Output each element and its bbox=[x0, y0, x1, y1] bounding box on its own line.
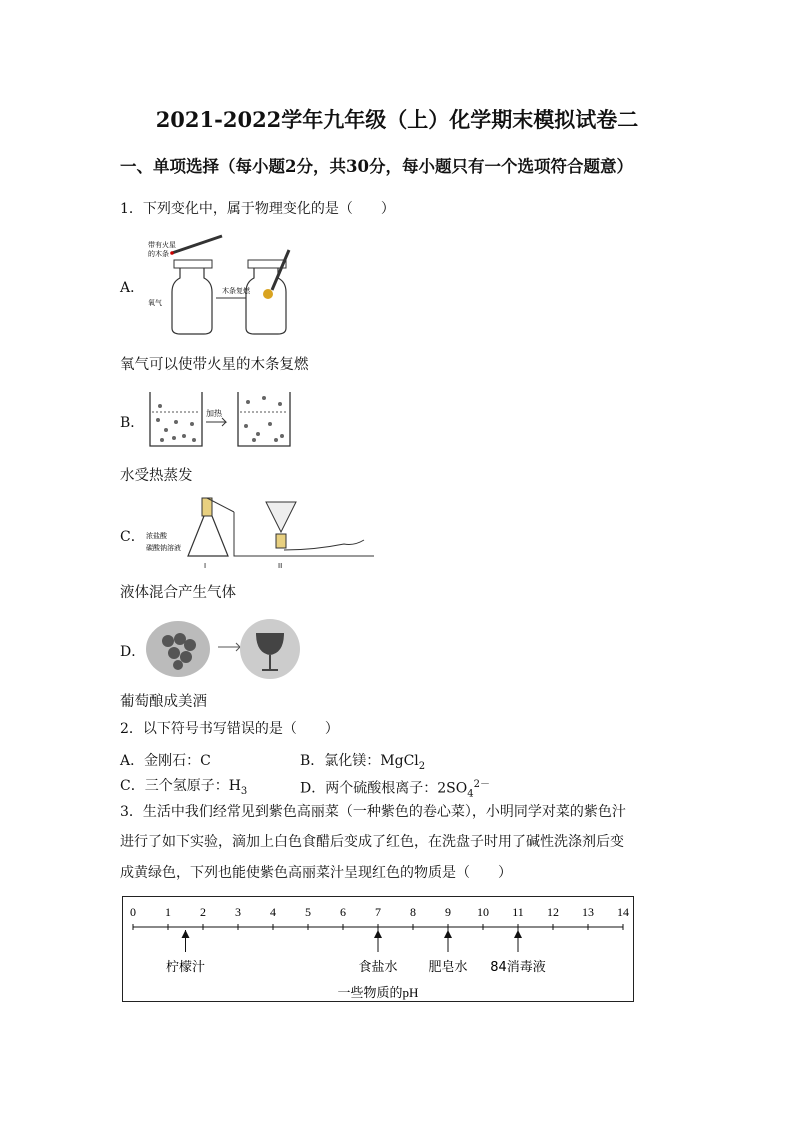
page-title: 2021-2022学年九年级（上）化学期末模拟试卷二 bbox=[155, 107, 639, 132]
ph-chart-frame bbox=[122, 896, 634, 1002]
stopper-2 bbox=[276, 534, 286, 548]
arrow-b bbox=[206, 418, 226, 426]
ph-marker-arrowhead-3 bbox=[514, 930, 522, 938]
oxygen-splint-figure bbox=[144, 228, 304, 340]
splint-left bbox=[172, 236, 222, 253]
question-3-line-1: 3．生活中我们经常见到紫色高丽菜（一种紫色的卷心菜），小明同学对菜的紫色汁 bbox=[120, 804, 626, 820]
ph-tick-label-13: 13 bbox=[582, 905, 594, 919]
ph-marker-arrowhead-1 bbox=[374, 930, 382, 938]
ph-marker-arrowhead-2 bbox=[444, 930, 452, 938]
flame bbox=[263, 289, 273, 299]
ph-marker-label-3: 84消毒液 bbox=[490, 960, 546, 975]
q2-option-d: D．两个硫酸根离子：$2SO_4^{2-}$ bbox=[300, 779, 490, 800]
arrow-d bbox=[218, 643, 240, 651]
option-b-caption: 水受热蒸发 bbox=[120, 468, 193, 484]
section-heading: 一、单项选择（每小题2分，共30分，每小题只有一个选项符合题意） bbox=[120, 157, 633, 176]
bottle-right bbox=[246, 268, 286, 334]
ph-tick-label-6: 6 bbox=[340, 905, 346, 919]
ph-tick-label-1: 1 bbox=[165, 905, 171, 919]
ph-tick-label-10: 10 bbox=[477, 905, 489, 919]
molecules-left bbox=[156, 404, 196, 442]
ph-tick-label-4: 4 bbox=[270, 905, 276, 919]
question-3-line-2: 进行了如下实验，滴加上白色食醋后变成了红色，在洗盘子时用了碱性洗涤剂后变 bbox=[120, 834, 624, 850]
question-1-stem: 1．下列变化中，属于物理变化的是（ ） bbox=[120, 201, 395, 217]
question-3-line-3: 成黄绿色，下列也能使紫色高丽菜汁呈现红色的物质是（ ） bbox=[120, 865, 512, 881]
ph-marker-label-0: 柠檬汁 bbox=[165, 960, 206, 975]
option-a-caption: 氧气可以使带火星的木条复燃 bbox=[120, 357, 309, 373]
bottle-left bbox=[172, 268, 212, 334]
fig-c-label-2: 碳酸钠溶液 bbox=[146, 544, 181, 552]
ph-marker-arrowhead-0 bbox=[182, 930, 190, 938]
option-c-label: C． bbox=[120, 529, 145, 545]
stopper bbox=[202, 498, 212, 516]
water-heating-figure bbox=[144, 386, 304, 452]
fig-a-label-1: 带有火星 bbox=[148, 241, 176, 249]
ph-tick-label-5: 5 bbox=[305, 905, 311, 919]
ph-marker-label-1: 食盐水 bbox=[358, 960, 398, 975]
question-2-stem: 2．以下符号书写错误的是（ ） bbox=[120, 721, 339, 737]
grape-wine-figure bbox=[144, 615, 304, 683]
ember-dot bbox=[170, 251, 174, 255]
ph-tick-label-14: 14 bbox=[617, 905, 629, 919]
molecules-right bbox=[244, 396, 284, 442]
option-d-label: D． bbox=[120, 644, 146, 660]
ph-tick-label-11: 11 bbox=[512, 905, 524, 919]
fig-c-label-3: I bbox=[204, 562, 207, 570]
option-a-label: A． bbox=[120, 280, 145, 296]
fig-c-label-4: II bbox=[278, 562, 283, 570]
q2-option-a: A．金刚石：C bbox=[120, 753, 211, 769]
ph-tick-label-0: 0 bbox=[130, 905, 136, 919]
q2-option-c: C．三个氢原子：$H_3$ bbox=[120, 778, 248, 797]
ph-tick-label-9: 9 bbox=[445, 905, 451, 919]
tube-c-3 bbox=[284, 540, 364, 550]
glass-plate-left bbox=[174, 260, 212, 268]
fig-a-label-2: 的木条 bbox=[148, 250, 169, 258]
fig-a-label-3: 氧气 bbox=[148, 299, 162, 307]
fig-c-label-1: 浓盐酸 bbox=[146, 532, 167, 540]
flask bbox=[188, 516, 228, 556]
splint-right bbox=[272, 250, 289, 290]
option-c-caption: 液体混合产生气体 bbox=[120, 585, 236, 601]
chart-title: 一些物质的pH bbox=[337, 985, 419, 1000]
ph-number-line bbox=[123, 897, 633, 1001]
ph-tick-label-2: 2 bbox=[200, 905, 206, 919]
ph-tick-label-12: 12 bbox=[547, 905, 559, 919]
q2-option-b: B．氯化镁：MgCl$_2$ bbox=[300, 753, 426, 772]
ph-tick-label-8: 8 bbox=[410, 905, 416, 919]
ph-tick-label-7: 7 bbox=[375, 905, 381, 919]
ph-marker-label-2: 肥皂水 bbox=[428, 960, 468, 975]
fig-b-label: 加热 bbox=[206, 409, 222, 418]
option-b-label: B． bbox=[120, 415, 145, 431]
ph-tick-label-3: 3 bbox=[235, 905, 241, 919]
option-d-caption: 葡萄酿成美酒 bbox=[120, 694, 207, 710]
acid-carbonate-figure bbox=[144, 494, 376, 570]
funnel bbox=[266, 502, 296, 532]
fig-a-label-4: 木条复燃 bbox=[222, 287, 250, 295]
